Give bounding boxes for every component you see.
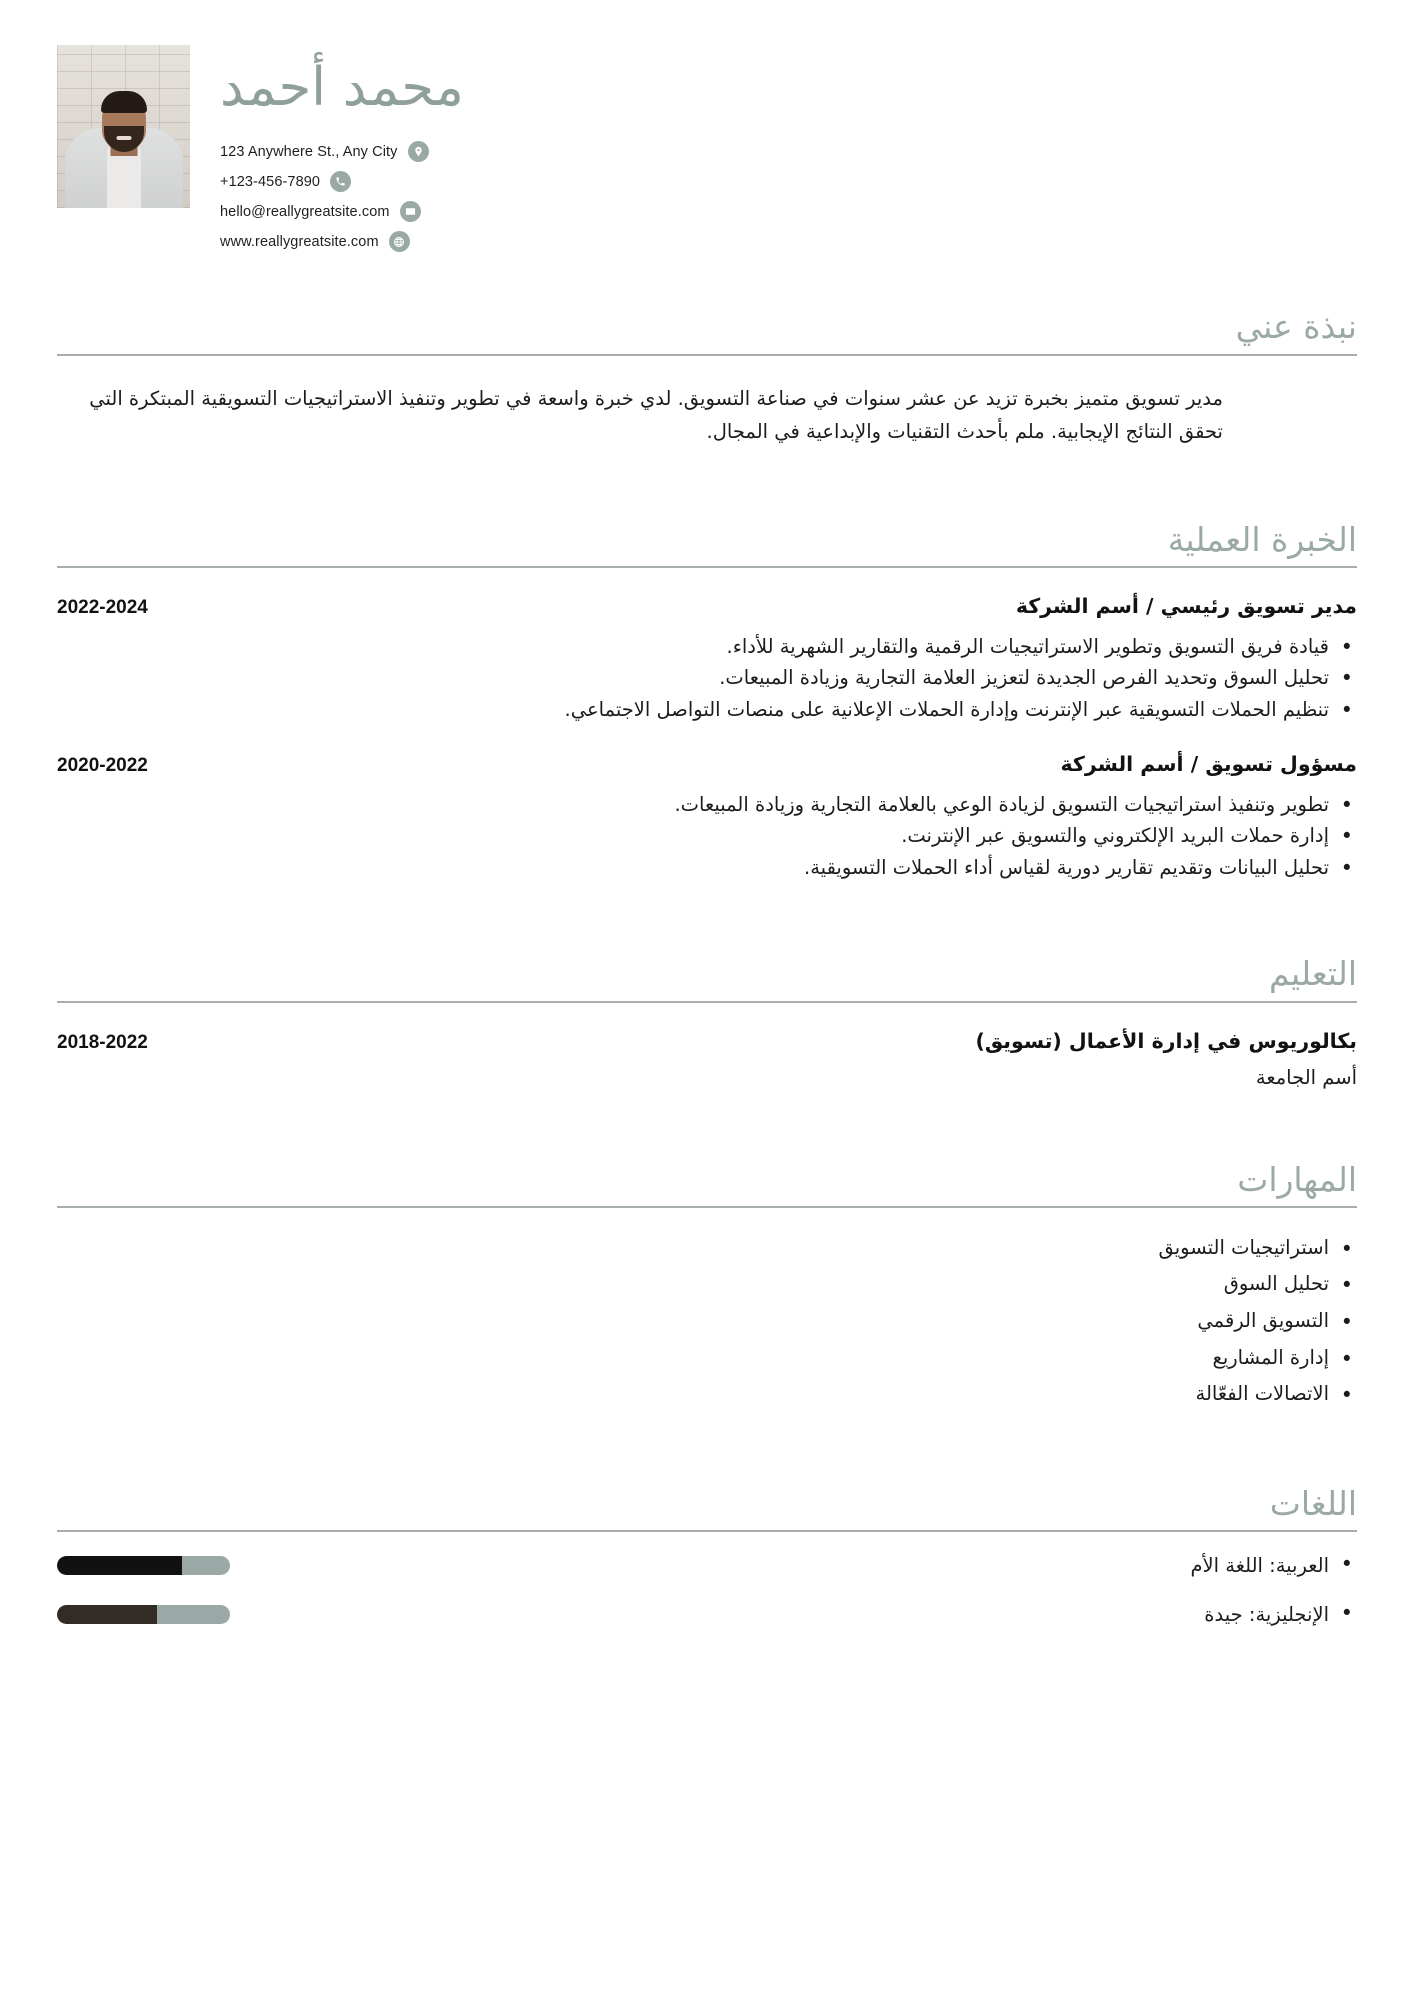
skills-list <box>57 1230 1357 1413</box>
experience-bullet-list <box>57 631 1357 726</box>
language-row-english <box>57 1603 1357 1626</box>
globe-icon <box>389 231 410 252</box>
section-title-education: التعليم <box>1269 954 1357 994</box>
education-date: 2018-2022 <box>57 1031 148 1053</box>
section-experience <box>0 519 1414 884</box>
list-item: • تنظيم الحملات التسويقية عبر الإنترنت وإدارة الحملات الإعلانية على منصات التواصل الاجتماعي. <box>57 694 1357 726</box>
list-item: • تحليل السوق <box>57 1266 1357 1303</box>
experience-role: مسؤول تسويق / أسم الشركة <box>1060 751 1357 776</box>
section-about <box>0 306 1414 448</box>
experience-entry-header <box>57 594 1357 619</box>
envelope-icon <box>400 201 421 222</box>
experience-entry-header <box>57 752 1357 777</box>
list-item: • تطوير وتنفيذ استراتيجيات التسويق لزيادة الوعي بالعلامة التجارية وزيادة المبيعات. <box>57 789 1357 821</box>
list-item: • الاتصالات الفعّالة <box>57 1376 1357 1413</box>
language-level-bar <box>57 1605 230 1624</box>
language-row-arabic <box>57 1554 1357 1577</box>
list-item: • إدارة حملات البريد الإلكتروني والتسويق عبر الإنترنت. <box>57 820 1357 852</box>
language-label: • الإنجليزية: جيدة <box>1204 1603 1357 1626</box>
photo-subject <box>57 107 190 208</box>
avatar <box>57 45 190 208</box>
education-degree: بكالوريوس في إدارة الأعمال (تسويق) <box>975 1028 1357 1053</box>
contact-website-text: www.reallygreatsite.com <box>220 233 379 250</box>
education-institution: أسم الجامعة <box>1255 1065 1357 1089</box>
phone-icon <box>330 171 351 192</box>
education-entry <box>57 1029 1357 1089</box>
section-divider <box>57 354 1357 356</box>
list-item: • تحليل السوق وتحديد الفرص الجديدة لتعزيز العلامة التجارية وزيادة المبيعات. <box>57 662 1357 694</box>
about-body-text: مدير تسويق متميز بخبرة تزيد عن عشر سنوات في صناعة التسويق. لدي خبرة واسعة في تطوير وتنفيذ الاستراتيجيات التسويقية المبتكرة التي تحقق النتائج الإيجابية. ملم بأحدث التقنيات والإبداعية في المجال. <box>89 386 1223 444</box>
resume-header <box>0 0 1414 252</box>
list-item: • قيادة فريق التسويق وتطوير الاستراتيجيات الرقمية والتقارير الشهرية للأداء. <box>57 631 1357 663</box>
languages-list <box>57 1554 1357 1626</box>
section-divider <box>57 1206 1357 1208</box>
experience-bullet-list <box>57 789 1357 884</box>
contact-item-phone[interactable] <box>220 171 351 192</box>
list-item: • تحليل البيانات وتقديم تقارير دورية لقياس أداء الحملات التسويقية. <box>57 852 1357 884</box>
header-text-block <box>190 45 1357 252</box>
contact-item-address[interactable] <box>220 141 429 162</box>
section-skills <box>0 1159 1414 1414</box>
contact-phone-text: +123-456-7890 <box>220 173 321 190</box>
section-languages <box>0 1483 1414 1626</box>
section-divider <box>57 1530 1357 1532</box>
experience-entry <box>57 594 1357 726</box>
section-title-about: نبذة عني <box>1235 307 1357 347</box>
contact-item-email[interactable] <box>220 201 421 222</box>
location-pin-icon <box>408 141 429 162</box>
education-entry-header <box>57 1029 1357 1054</box>
section-title-experience: الخبرة العملية <box>1167 519 1357 559</box>
page-title: محمد أحمد <box>220 57 464 118</box>
language-level-fill <box>57 1605 157 1624</box>
section-divider <box>57 566 1357 568</box>
list-item: • إدارة المشاريع <box>57 1340 1357 1377</box>
language-level-bar <box>57 1556 230 1575</box>
language-label: • العربية: اللغة الأم <box>1190 1554 1357 1577</box>
contact-email-text: hello@reallygreatsite.com <box>220 203 390 220</box>
contact-item-website[interactable] <box>220 231 410 252</box>
list-item: • استراتيجيات التسويق <box>57 1230 1357 1267</box>
language-level-fill <box>57 1556 182 1575</box>
experience-role: مدير تسويق رئيسي / أسم الشركة <box>1015 593 1357 618</box>
contact-list <box>220 141 429 252</box>
avatar-image <box>57 45 190 208</box>
experience-entry <box>57 752 1357 884</box>
section-divider <box>57 1001 1357 1003</box>
section-title-skills: المهارات <box>1237 1159 1357 1199</box>
experience-date: 2020-2022 <box>57 754 148 776</box>
section-education <box>0 953 1414 1088</box>
contact-address-text: 123 Anywhere St., Any City <box>220 143 398 160</box>
list-item: • التسويق الرقمي <box>57 1303 1357 1340</box>
experience-date: 2022-2024 <box>57 596 148 618</box>
section-title-languages: اللغات <box>1269 1484 1357 1524</box>
